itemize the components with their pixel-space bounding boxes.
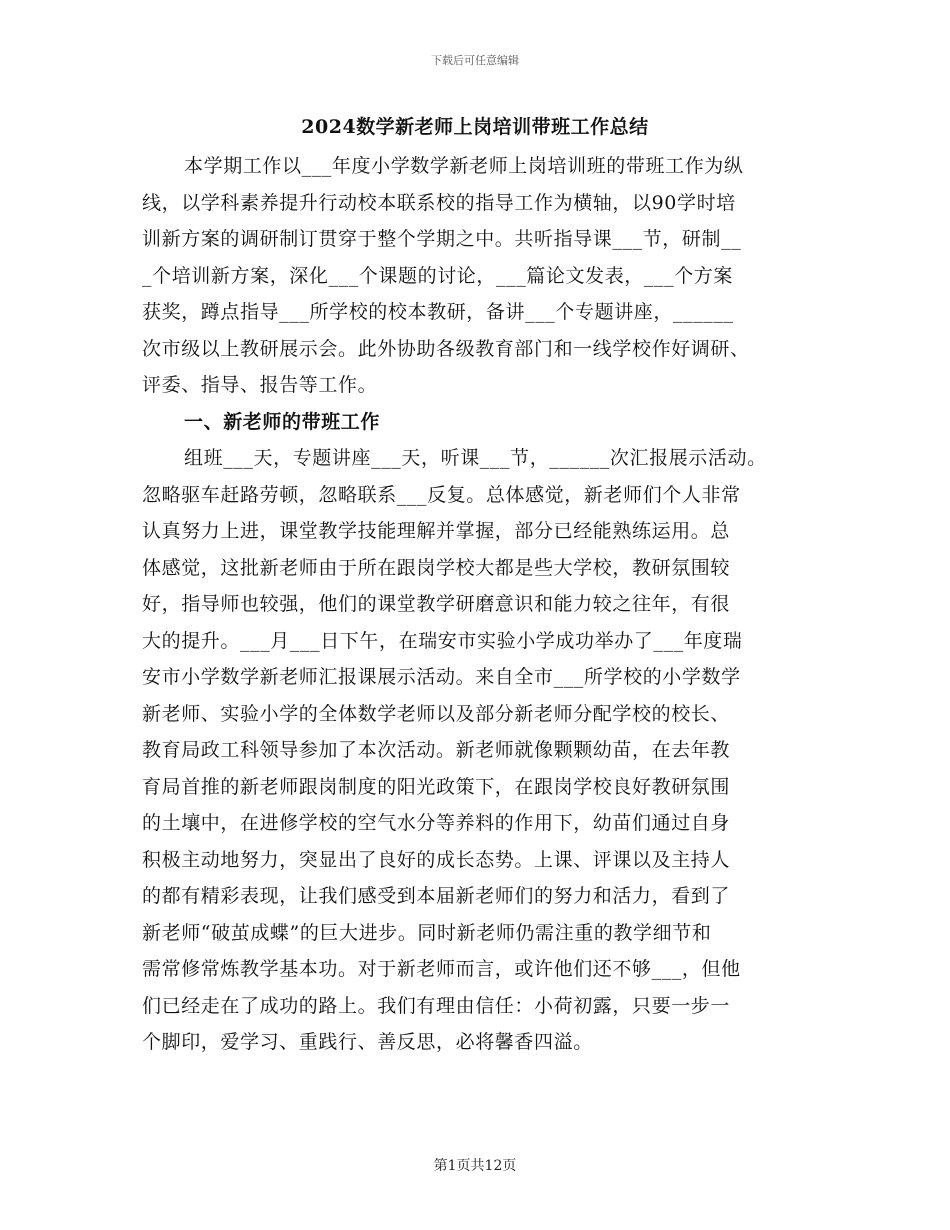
- paragraph-line: 组班___天，专题讲座___天，听课___节，______次汇报展示活动。: [184, 447, 767, 469]
- page-number: 第1页共12页: [433, 1158, 517, 1174]
- paragraph-line: 的都有精彩表现，让我们感受到本届新老师们的努力和活力，看到了: [142, 885, 731, 907]
- paragraph-line: 新老师“破茧成蝶”的巨大进步。同时新老师仍需注重的教学细节和: [142, 921, 712, 944]
- paragraph-line: 大的提升。___月___日下午，在瑞安市实验小学成功举办了___年度瑞: [142, 629, 743, 652]
- paragraph-line: 个脚印，爱学习、重践行、善反思，必将馨香四溢。: [142, 1031, 593, 1053]
- document-body: [142, 148, 832, 1061]
- paragraph-line: 教育局政工科领导参加了本次活动。新老师就像颗颗幼苗，在去年教: [142, 739, 731, 761]
- paragraph-line: 新老师、实验小学的全体数学老师以及部分新老师分配学校的校长、: [142, 702, 731, 725]
- paragraph-line: 需常修常炼教学基本功。对于新老师而言，或许他们还不够___，但他: [142, 958, 741, 980]
- section-heading: 一、新老师的带班工作: [184, 410, 381, 433]
- paragraph-line: _个培训新方案，深化___个课题的讨论，___篇论文发表，___个方案: [142, 264, 734, 287]
- paragraph-line: 们已经走在了成功的路上。我们有理由信任：小荷初露，只要一步一: [142, 994, 731, 1017]
- paragraph-line: 获奖，蹲点指导___所学校的校本教研，备讲___个专题讲座，______: [142, 301, 734, 323]
- paragraph-line: 训新方案的调研制订贯穿于整个学期之中。共听指导课___节，研制__: [142, 228, 742, 250]
- paragraph-line: 认真努力上进，课堂教学技能理解并掌握，部分已经能熟练运用。总: [142, 520, 731, 542]
- paragraph-line: 忽略驱车赶路劳顿，忽略联系___反复。总体感觉，新老师们个人非常: [142, 483, 741, 506]
- page-header-note: 下载后可任意编辑: [431, 54, 519, 67]
- paragraph-line: 好，指导师也较强，他们的课堂教学研磨意识和能力较之往年，有很: [142, 593, 731, 615]
- paragraph-line: 线，以学科素养提升行动校本联系校的指导工作为横轴，以90学时培: [142, 191, 736, 214]
- paragraph-line: 积极主动地努力，突显出了良好的成长态势。上课、评课以及主持人: [142, 848, 731, 871]
- paragraph-line: 次市级以上教研展示会。此外协助各级教育部门和一线学校作好调研、: [142, 337, 750, 360]
- paragraph-line: 育局首推的新老师跟岗制度的阳光政策下，在跟岗学校良好教研氛围: [142, 775, 731, 798]
- document-title: 2024数学新老师上岗培训带班工作总结: [301, 116, 649, 138]
- paragraph-line: 安市小学数学新老师汇报课展示活动。来自全市___所学校的小学数学: [142, 666, 741, 688]
- paragraph-line: 评委、指导、报告等工作。: [142, 374, 378, 396]
- paragraph-line: 的土壤中，在进修学校的空气水分等养料的作用下，幼苗们通过自身: [142, 812, 731, 834]
- paragraph-line: 本学期工作以___年度小学数学新老师上岗培训班的带班工作为纵: [184, 155, 744, 177]
- paragraph-line: 体感觉，这批新老师由于所在跟岗学校大都是些大学校，教研氛围较: [142, 556, 731, 579]
